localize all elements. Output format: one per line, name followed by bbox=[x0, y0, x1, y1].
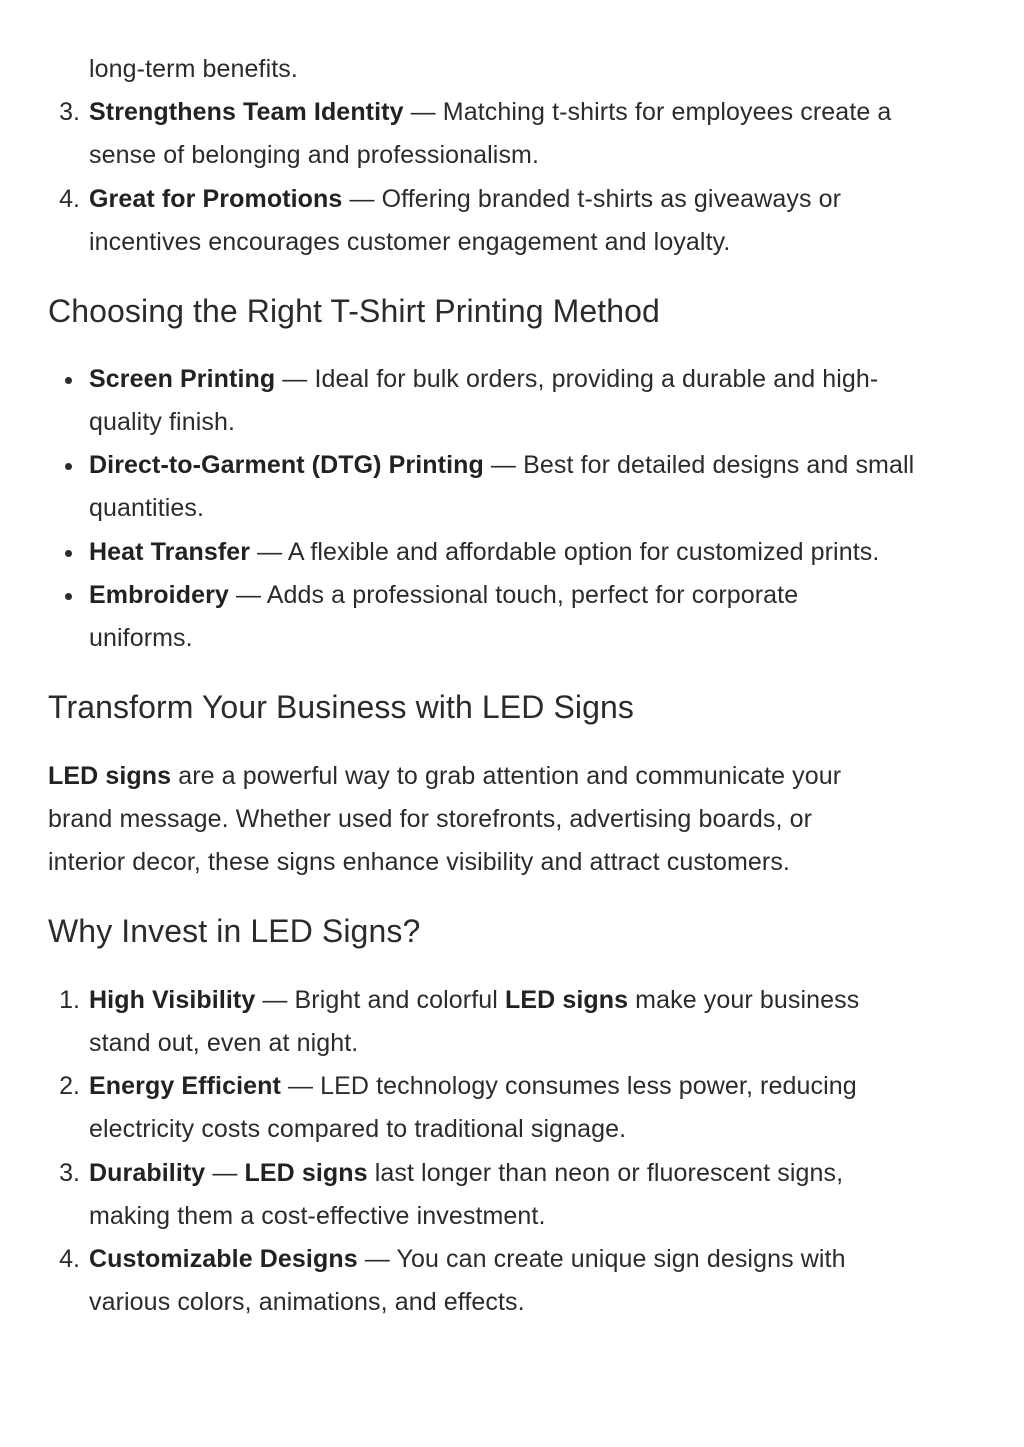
bullet-icon bbox=[65, 550, 72, 557]
list-item-text: — Matching t-shirts for employees create a bbox=[403, 98, 892, 126]
list-item-line bbox=[89, 178, 1019, 221]
paragraph-text: are a powerful way to grab attention and communicate your bbox=[171, 762, 842, 790]
list-item-line: making them a cost-effective investment. bbox=[89, 1202, 546, 1230]
list-item-text: — Best for detailed designs and small bbox=[483, 451, 915, 479]
bullet-item bbox=[48, 574, 1019, 660]
list-item-bold-inline: LED signs bbox=[504, 986, 629, 1014]
list-item-line: uniforms. bbox=[89, 624, 193, 652]
section-heading-printing: Choosing the Right T-Shirt Printing Method bbox=[48, 293, 660, 329]
list-item-title: Screen Printing bbox=[89, 365, 276, 393]
list-number: 2. bbox=[59, 1072, 80, 1100]
list-item-line bbox=[89, 1065, 1019, 1108]
list-item-text: — LED technology consumes less power, reducing bbox=[280, 1072, 857, 1100]
bullet-item bbox=[48, 531, 1019, 574]
list-item-text: — Bright and colorful bbox=[255, 986, 505, 1014]
list-item-text: — A flexible and affordable option for customized prints. bbox=[250, 538, 880, 566]
list-item-title: Heat Transfer bbox=[89, 538, 251, 566]
list-item-line: quality finish. bbox=[89, 408, 236, 436]
list-item-text: — You can create unique sign designs with bbox=[357, 1245, 846, 1273]
list-item-line: sense of belonging and professionalism. bbox=[89, 141, 540, 169]
led-paragraph bbox=[48, 755, 978, 884]
list-item-title: Energy Efficient bbox=[89, 1072, 281, 1100]
paragraph-bold: LED signs bbox=[48, 762, 172, 790]
list-number: 1. bbox=[59, 986, 80, 1014]
list-item-line bbox=[89, 444, 1019, 487]
list-item bbox=[48, 178, 1019, 264]
section-heading-why: Why Invest in LED Signs? bbox=[48, 913, 421, 949]
list-item-text: last longer than neon or fluorescent signs, bbox=[367, 1159, 844, 1187]
list-item bbox=[48, 1238, 1019, 1324]
list-item-line bbox=[89, 531, 1019, 574]
list-number: 3. bbox=[59, 98, 80, 126]
list-item-title: Durability bbox=[89, 1159, 206, 1187]
list-item-line bbox=[89, 1238, 1019, 1281]
bullet-icon bbox=[65, 463, 72, 470]
list-number: 4. bbox=[59, 185, 80, 213]
list-item-bold-inline: LED signs bbox=[244, 1159, 368, 1187]
list-item-line: stand out, even at night. bbox=[89, 1029, 359, 1057]
list-item-text: — Offering branded t-shirts as giveaways or bbox=[342, 185, 842, 213]
list-item bbox=[48, 91, 1019, 177]
bullet-item bbox=[48, 358, 1019, 444]
list-item-line bbox=[89, 1152, 1019, 1195]
list-item bbox=[48, 1065, 1019, 1151]
bullet-icon bbox=[65, 593, 72, 600]
list-item-title: Direct-to-Garment (DTG) Printing bbox=[89, 451, 484, 479]
list-item-line: various colors, animations, and effects. bbox=[89, 1288, 525, 1316]
list-item bbox=[48, 979, 1019, 1065]
list-item-title: High Visibility bbox=[89, 986, 256, 1014]
list-item-line: electricity costs compared to traditional signage. bbox=[89, 1115, 627, 1143]
list-item-title: Great for Promotions bbox=[89, 185, 343, 213]
paragraph-line: interior decor, these signs enhance visibility and attract customers. bbox=[48, 848, 790, 876]
bullet-icon bbox=[65, 377, 72, 384]
list-item-text: make your business bbox=[628, 986, 860, 1014]
list-item-title: Embroidery bbox=[89, 581, 229, 609]
list-number: 4. bbox=[59, 1245, 80, 1273]
paragraph-line: brand message. Whether used for storefronts, advertising boards, or bbox=[48, 805, 813, 833]
list-item-line bbox=[89, 91, 1019, 134]
list-item-line bbox=[89, 358, 1019, 401]
section-heading-led: Transform Your Business with LED Signs bbox=[48, 689, 634, 725]
list-item-text: — bbox=[205, 1159, 245, 1187]
list-number: 3. bbox=[59, 1159, 80, 1187]
list-item-title: Customizable Designs bbox=[89, 1245, 358, 1273]
list-item-text: — Ideal for bulk orders, providing a durable and high- bbox=[275, 365, 879, 393]
list-item-line: incentives encourages customer engagement and loyalty. bbox=[89, 228, 731, 256]
intro-continuation: long-term benefits. bbox=[89, 55, 298, 83]
list-item-text: — Adds a professional touch, perfect for corporate bbox=[228, 581, 799, 609]
list-item-line: quantities. bbox=[89, 494, 205, 522]
list-item-title: Strengthens Team Identity bbox=[89, 98, 404, 126]
list-item bbox=[48, 1152, 1019, 1238]
list-item-line bbox=[89, 574, 1019, 617]
paragraph-line bbox=[48, 755, 978, 798]
list-item-line bbox=[89, 979, 1019, 1022]
bullet-item bbox=[48, 444, 1019, 530]
